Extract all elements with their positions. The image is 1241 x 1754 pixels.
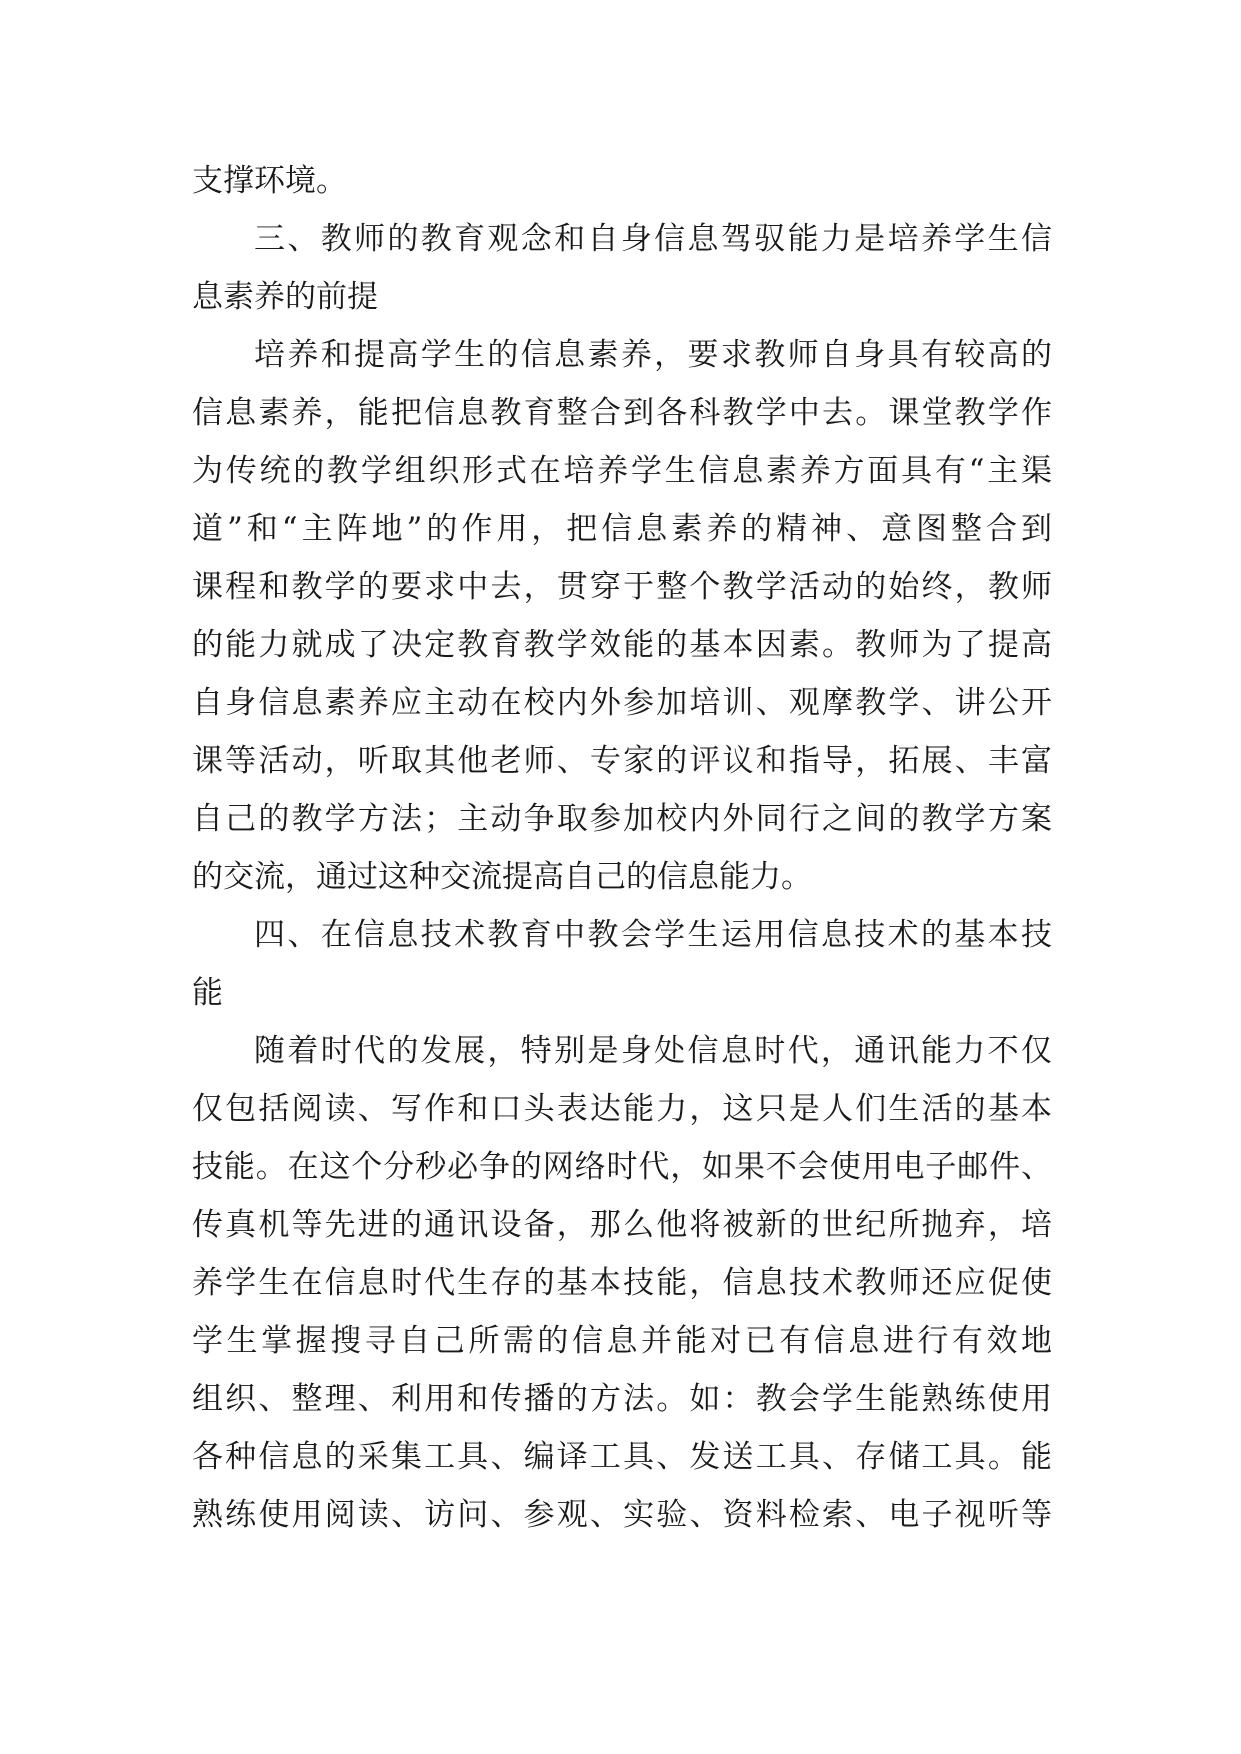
text-line: 各种信息的采集工具、编译工具、发送工具、存储工具。能 [192,1439,1052,1475]
text-line: 技能。在这个分秒必争的网络时代，如果不会使用电子邮件、 [192,1149,1052,1185]
text-line: 随着时代的发展，特别是身处信息时代，通讯能力不仅 [254,1033,1052,1069]
text-line: 的交流，通过这种交流提高自己的信息能力。 [192,859,812,895]
text-line: 信息素养，能把信息教育整合到各科教学中去。课堂教学作 [192,395,1052,431]
text-line: 课程和教学的要求中去，贯穿于整个教学活动的始终，教师 [192,569,1052,605]
text-line: 学生掌握搜寻自己所需的信息并能对已有信息进行有效地 [192,1323,1052,1359]
text-line: 支撑环境。 [192,163,347,199]
text-line: 道”和“主阵地”的作用，把信息素养的精神、意图整合到 [192,511,1052,547]
section-heading-line: 四、在信息技术教育中教会学生运用信息技术的基本技 [254,917,1052,953]
section-heading-line: 能 [192,975,223,1011]
text-line: 课等活动，听取其他老师、专家的评议和指导，拓展、丰富 [192,743,1052,779]
text-line: 的能力就成了决定教育教学效能的基本因素。教师为了提高 [192,627,1052,663]
text-line: 自己的教学方法；主动争取参加校内外同行之间的教学方案 [192,801,1052,837]
section-heading-line: 息素养的前提 [192,279,378,315]
text-line: 熟练使用阅读、访问、参观、实验、资料检索、电子视听等 [192,1497,1052,1533]
section-heading-line: 三、教师的教育观念和自身信息驾驭能力是培养学生信 [254,221,1052,257]
text-line: 组织、整理、利用和传播的方法。如：教会学生能熟练使用 [192,1381,1052,1417]
text-line: 养学生在信息时代生存的基本技能，信息技术教师还应促使 [192,1265,1052,1301]
text-line: 自身信息素养应主动在校内外参加培训、观摩教学、讲公开 [192,685,1052,721]
text-line: 仅包括阅读、写作和口头表达能力，这只是人们生活的基本 [192,1091,1052,1127]
body-text [192,152,1052,1544]
text-line: 传真机等先进的通讯设备，那么他将被新的世纪所抛弃，培 [192,1207,1052,1243]
text-line: 为传统的教学组织形式在培养学生信息素养方面具有“主渠 [192,453,1052,489]
text-line: 培养和提高学生的信息素养，要求教师自身具有较高的 [254,337,1052,373]
